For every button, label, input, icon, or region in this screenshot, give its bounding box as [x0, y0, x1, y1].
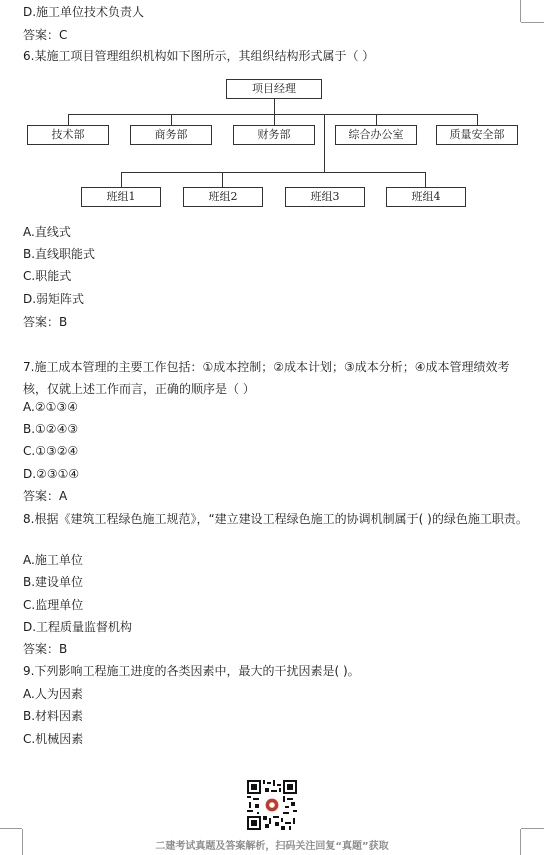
- org-connector: [121, 172, 122, 187]
- crop-mark: [520, 0, 521, 22]
- org-connector: [222, 172, 223, 187]
- option-d: D.弱矩阵式: [23, 292, 85, 306]
- option-c: C.监理单位: [23, 598, 84, 612]
- option-a: A.施工单位: [23, 553, 83, 567]
- org-node-department: 综合办公室: [335, 125, 417, 145]
- option-d: D.②③①④: [23, 467, 80, 481]
- crop-mark: [521, 22, 544, 23]
- option-b: B.建设单位: [23, 575, 84, 589]
- answer-line: 答案：C: [23, 28, 68, 42]
- org-node-team: 班组2: [183, 187, 263, 207]
- org-connector: [68, 114, 478, 115]
- org-connector: [477, 114, 478, 125]
- org-node-department: 技术部: [27, 125, 109, 145]
- org-connector: [68, 114, 69, 125]
- option-b: B.直线职能式: [23, 247, 96, 261]
- org-node-project-manager: 项目经理: [226, 79, 322, 99]
- footer-caption: 二建考试真题及答案解析，扫码关注回复“真题”获取: [155, 841, 389, 852]
- option-a: A.直线式: [23, 225, 71, 239]
- org-node-team: 班组1: [81, 187, 161, 207]
- org-node-department: 财务部: [233, 125, 315, 145]
- org-node-team: 班组3: [285, 187, 365, 207]
- org-connector: [324, 115, 325, 173]
- org-node-team: 班组4: [386, 187, 466, 207]
- option-a: A.人为因素: [23, 687, 83, 701]
- org-connector: [425, 172, 426, 187]
- qr-code[interactable]: [247, 780, 297, 830]
- option-c: C.职能式: [23, 269, 72, 283]
- org-connector: [376, 114, 377, 125]
- org-connector: [121, 172, 426, 173]
- option-a: A.②①③④: [23, 400, 78, 414]
- question-stem: 8.根据《建筑工程绿色施工规范》，“建立建设工程绿色施工的协调机制属于( )的绿色施工职责。: [23, 512, 528, 526]
- answer-line: 答案：A: [23, 489, 68, 503]
- answer-line: 答案：B: [23, 315, 68, 329]
- question-stem: 7.施工成本管理的主要工作包括：①成本控制；②成本计划；③成本分析；④成本管理绩效考核，仅就上述工作而言，正确的顺序是（ ）: [23, 360, 510, 396]
- org-connector: [274, 99, 275, 115]
- option-c: C.①③②④: [23, 444, 79, 458]
- option-b: B.①②④③: [23, 422, 79, 436]
- answer-line: 答案：B: [23, 642, 68, 656]
- org-node-department: 商务部: [130, 125, 212, 145]
- org-connector: [274, 114, 275, 125]
- org-node-department: 质量安全部: [436, 125, 518, 145]
- option-d: D.施工单位技术负责人: [23, 5, 145, 19]
- question-stem: 9.下列影响工程施工进度的各类因素中，最大的干扰因素是( )。: [23, 664, 360, 678]
- question-stem: 6.某施工项目管理组织机构如下图所示，其组织结构形式属于（ ）: [23, 49, 375, 63]
- option-b: B.材料因素: [23, 709, 84, 723]
- org-connector: [171, 114, 172, 125]
- crop-mark: [521, 828, 544, 829]
- option-c: C.机械因素: [23, 732, 84, 746]
- crop-mark: [0, 828, 22, 829]
- option-d: D.工程质量监督机构: [23, 620, 133, 634]
